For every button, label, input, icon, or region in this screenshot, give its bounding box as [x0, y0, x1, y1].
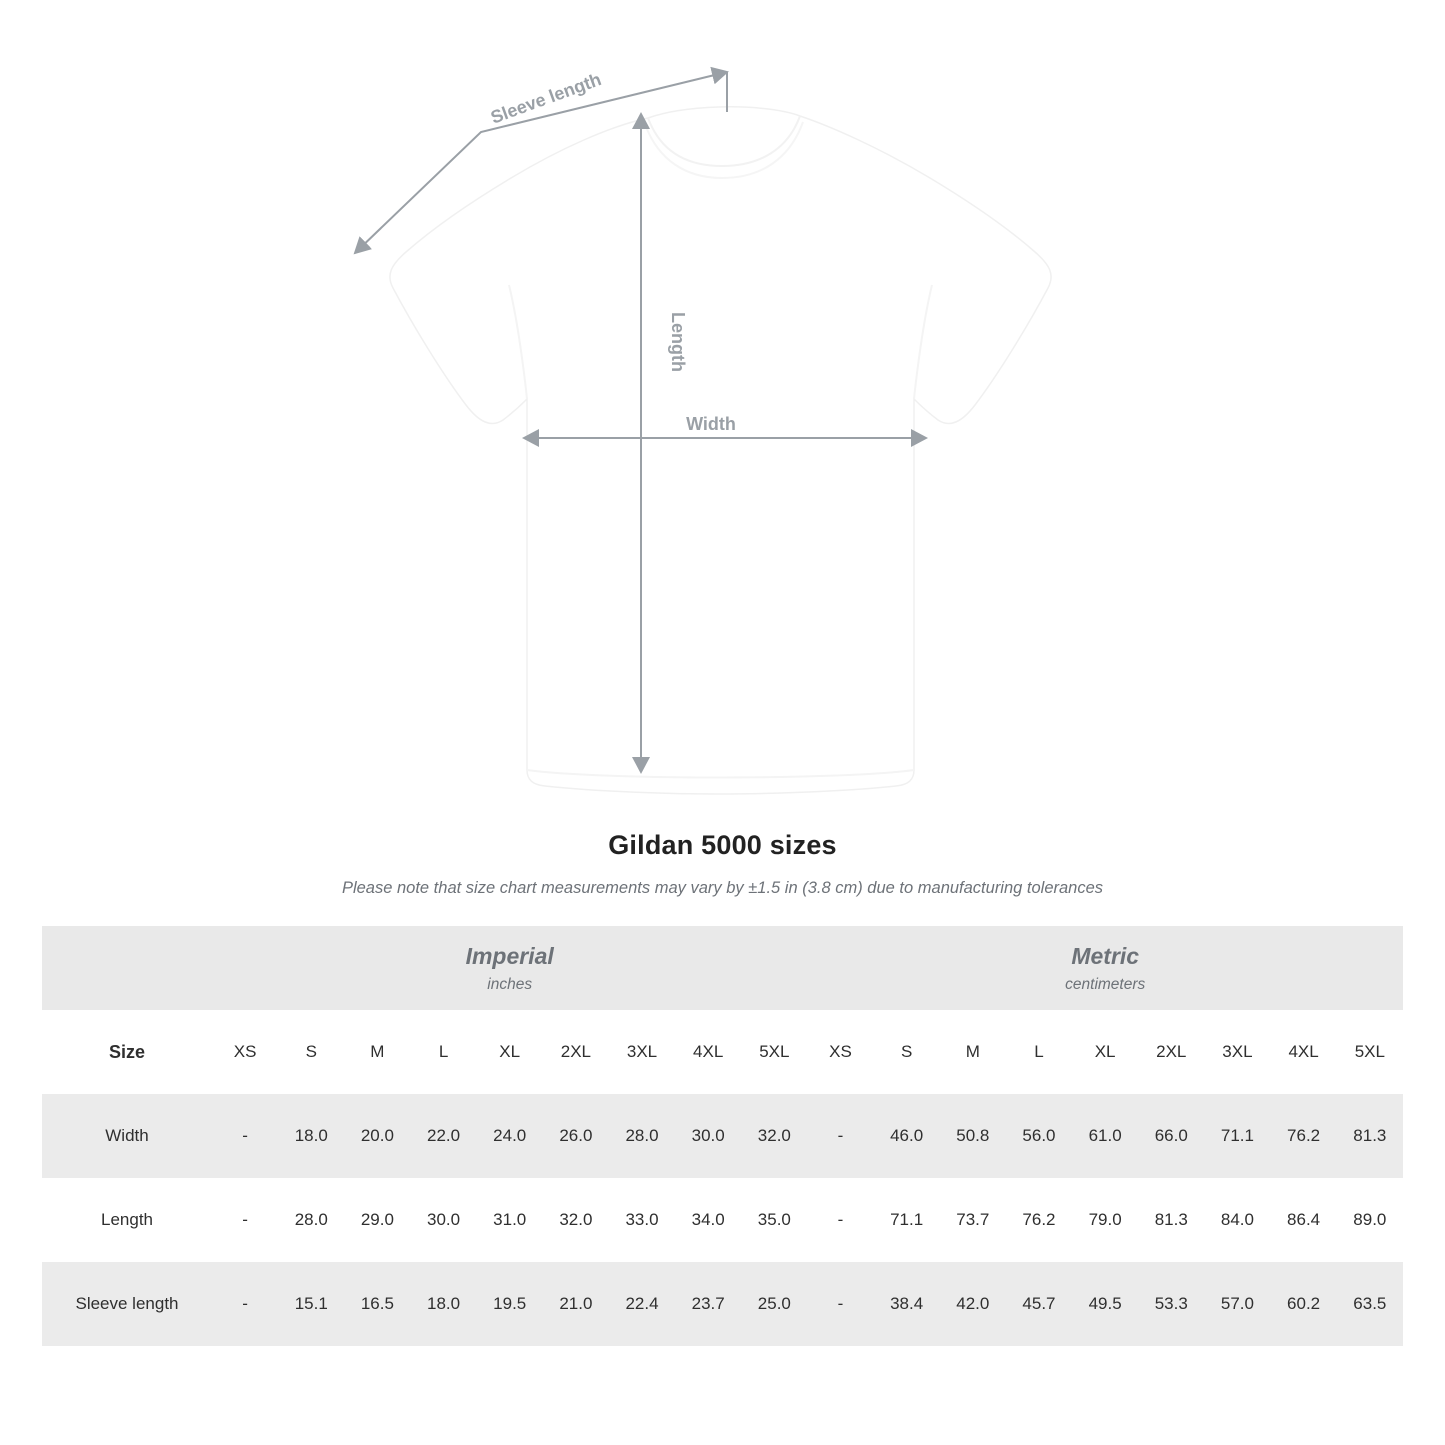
table-row [42, 1178, 1403, 1262]
size-header-met-4xl: 4XL [1271, 1010, 1337, 1094]
cell-width-met-5xl: 81.3 [1337, 1094, 1403, 1178]
size-header-met-3xl: 3XL [1204, 1010, 1270, 1094]
table-row [42, 1262, 1403, 1346]
cell-length-met-xl: 79.0 [1072, 1178, 1138, 1262]
size-header-met-5xl: 5XL [1337, 1010, 1403, 1094]
cell-length-imp-xs: - [212, 1178, 278, 1262]
cell-length-imp-2xl: 32.0 [543, 1178, 609, 1262]
cell-length-imp-xl: 31.0 [477, 1178, 543, 1262]
row-label-width: Width [42, 1094, 212, 1178]
cell-width-imp-3xl: 28.0 [609, 1094, 675, 1178]
cell-width-met-l: 56.0 [1006, 1094, 1072, 1178]
cell-width-imp-m: 20.0 [344, 1094, 410, 1178]
size-header-imp-xs: XS [212, 1010, 278, 1094]
size-header-met-l: L [1006, 1010, 1072, 1094]
cell-width-met-m: 50.8 [940, 1094, 1006, 1178]
cell-length-met-m: 73.7 [940, 1178, 1006, 1262]
cell-width-met-4xl: 76.2 [1271, 1094, 1337, 1178]
cell-sleeve-met-2xl: 53.3 [1138, 1262, 1204, 1346]
size-header-imp-5xl: 5XL [741, 1010, 807, 1094]
cell-sleeve-met-xs: - [807, 1262, 873, 1346]
cell-sleeve-met-l: 45.7 [1006, 1262, 1072, 1346]
cell-sleeve-met-4xl: 60.2 [1271, 1262, 1337, 1346]
tolerance-note: Please note that size chart measurements may vary by ±1.5 in (3.8 cm) due to manufacturing tolerances [341, 879, 1104, 897]
cell-width-imp-5xl: 32.0 [741, 1094, 807, 1178]
tshirt-shape [390, 107, 1051, 794]
cell-sleeve-met-3xl: 57.0 [1204, 1262, 1270, 1346]
cell-sleeve-imp-xs: - [212, 1262, 278, 1346]
title-block [0, 830, 1445, 898]
unit-imperial-sub: inches [487, 976, 533, 994]
cell-length-met-s: 71.1 [874, 1178, 940, 1262]
cell-sleeve-imp-4xl: 23.7 [675, 1262, 741, 1346]
cell-length-imp-m: 29.0 [344, 1178, 410, 1262]
cell-width-imp-xl: 24.0 [477, 1094, 543, 1178]
cell-length-met-4xl: 86.4 [1271, 1178, 1337, 1262]
cell-sleeve-met-m: 42.0 [940, 1262, 1006, 1346]
cell-length-met-l: 76.2 [1006, 1178, 1072, 1262]
cell-length-imp-l: 30.0 [410, 1178, 476, 1262]
unit-header-row [42, 926, 1403, 1010]
cell-sleeve-imp-5xl: 25.0 [741, 1262, 807, 1346]
size-header-met-xl: XL [1072, 1010, 1138, 1094]
cell-sleeve-imp-xl: 19.5 [477, 1262, 543, 1346]
cell-length-imp-3xl: 33.0 [609, 1178, 675, 1262]
cell-length-imp-s: 28.0 [278, 1178, 344, 1262]
cell-sleeve-imp-s: 15.1 [278, 1262, 344, 1346]
cell-width-met-3xl: 71.1 [1204, 1094, 1270, 1178]
cell-length-met-2xl: 81.3 [1138, 1178, 1204, 1262]
cell-width-imp-2xl: 26.0 [543, 1094, 609, 1178]
cell-width-met-s: 46.0 [874, 1094, 940, 1178]
size-header-met-s: S [874, 1010, 940, 1094]
unit-header-imperial [212, 926, 807, 1010]
size-header-imp-m: M [344, 1010, 410, 1094]
cell-width-imp-4xl: 30.0 [675, 1094, 741, 1178]
cell-width-imp-s: 18.0 [278, 1094, 344, 1178]
table-row [42, 1094, 1403, 1178]
cell-sleeve-imp-3xl: 22.4 [609, 1262, 675, 1346]
size-header-met-2xl: 2XL [1138, 1010, 1204, 1094]
size-header-imp-xl: XL [477, 1010, 543, 1094]
size-header-imp-4xl: 4XL [675, 1010, 741, 1094]
unit-header-metric [807, 926, 1403, 1010]
size-table-wrap [0, 926, 1445, 1346]
cell-sleeve-met-s: 38.4 [874, 1262, 940, 1346]
size-header-imp-3xl: 3XL [609, 1010, 675, 1094]
cell-length-imp-4xl: 34.0 [675, 1178, 741, 1262]
unit-imperial-name: Imperial [465, 942, 554, 969]
cell-width-met-xs: - [807, 1094, 873, 1178]
size-header-imp-2xl: 2XL [543, 1010, 609, 1094]
cell-width-imp-l: 22.0 [410, 1094, 476, 1178]
cell-sleeve-imp-l: 18.0 [410, 1262, 476, 1346]
cell-length-met-xs: - [807, 1178, 873, 1262]
cell-length-met-5xl: 89.0 [1337, 1178, 1403, 1262]
cell-length-met-3xl: 84.0 [1204, 1178, 1270, 1262]
cell-sleeve-met-xl: 49.5 [1072, 1262, 1138, 1346]
cell-length-imp-5xl: 35.0 [741, 1178, 807, 1262]
page-title: Gildan 5000 sizes [608, 830, 837, 860]
size-header-met-m: M [940, 1010, 1006, 1094]
size-table [42, 926, 1403, 1346]
unit-header-blank [42, 926, 212, 1010]
size-header-imp-s: S [278, 1010, 344, 1094]
row-label-sleeve-length: Sleeve length [42, 1262, 212, 1346]
width-label: Width [686, 414, 736, 434]
cell-width-imp-xs: - [212, 1094, 278, 1178]
size-header-row [42, 1010, 1403, 1094]
cell-sleeve-met-5xl: 63.5 [1337, 1262, 1403, 1346]
row-label-length: Length [42, 1178, 212, 1262]
cell-sleeve-imp-2xl: 21.0 [543, 1262, 609, 1346]
unit-metric-name: Metric [1071, 942, 1140, 969]
sleeve-length-label: Sleeve length [488, 69, 604, 128]
cell-width-met-2xl: 66.0 [1138, 1094, 1204, 1178]
cell-width-met-xl: 61.0 [1072, 1094, 1138, 1178]
length-label: Length [668, 312, 688, 372]
size-header-met-xs: XS [807, 1010, 873, 1094]
unit-metric-sub: centimeters [1065, 976, 1146, 994]
cell-sleeve-imp-m: 16.5 [344, 1262, 410, 1346]
size-header-imp-l: L [410, 1010, 476, 1094]
size-header-label: Size [42, 1010, 212, 1094]
